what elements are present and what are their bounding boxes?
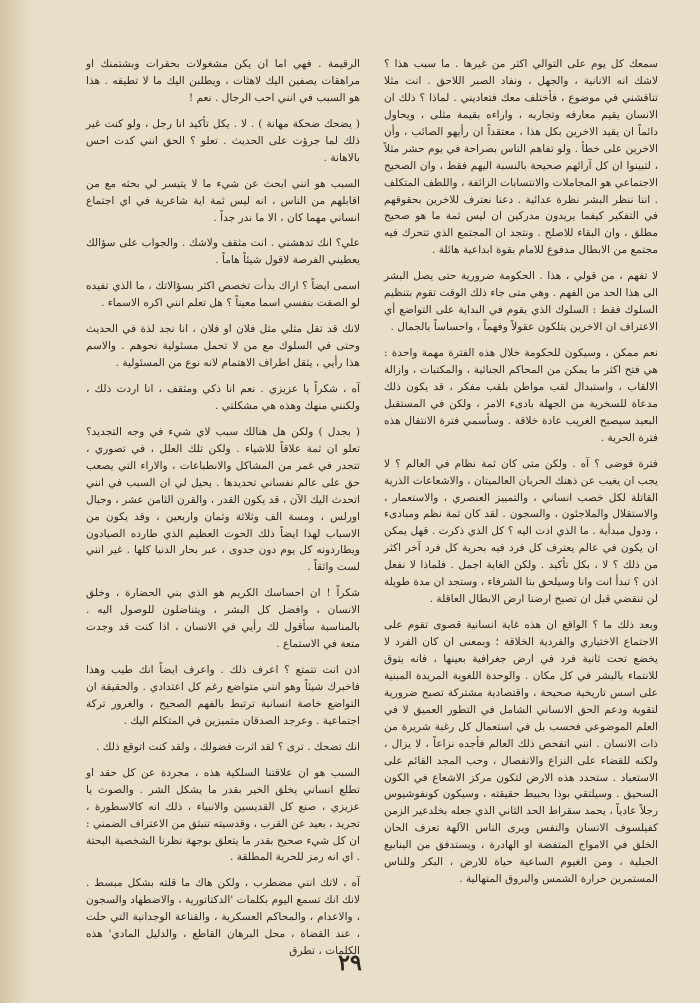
paragraph: آه ، لاتك انني مضطرب ، ولكن هاك ما قلته بشكل مبسط . لانك انك تسمع اليوم بكلمات 'الدكتاتورية ، والاضطهاد والسجون ، والاعدام ، والمحاكم العسكرية ، والقناعة الوجدانية التي حلت ، عند القضاة ، محل البرهان القاطع ، والدليل المادي' هذه الكلمات ، تطرق [85, 877, 360, 958]
paragraph: نعم ممكن ، وسيكون للحكومة خلال هذه الفترة مهمة واحدة : هي فتح اكثر ما يمكن من المحاكم الجنائية ، والمكتبات ، وازالة الالقاب ، واستبدال لقب مواطن بلقب مفكر ، قد يكون ذلك مدعاة للسخرية من الجهلة بادىء الامر ، ولكن في المستقبل البعيد سيصبح الغريب عادة خلاقة . وسأسمي فترة الانتقال هذه فترة الحرية . [384, 347, 658, 444]
paragraph: الرقيمة . فهي اما ان يكن مشغولات بحقرات وبشتمنك او مراهقات يصفين اليك لاهثات ، ويطلبن اليك ما لا تطيقه . هذا هو السبب في انني احب الرجال . نعم ! [86, 58, 360, 104]
paragraph: لانك قد تقل مثلي مثل فلان او فلان ، انا نجد لذة في الحديث وحتى في السلوك مع من لا تحمل مسئولية نحوهم . والاسم هذا رأيي ، يثقل اطراف الاهتمام لانه نوع من المسئولية . [86, 323, 360, 370]
paragraph: شكراً ! ان احساسك الكريم هو الذي بني الحضارة ، وخلق الانسان ، وافضل كل البشر ، ويتناضلون للوصول اليه . بالمناسبة سأقول لك رأيي في الانسان ، اذا كنت قد وجدت متعة في الاستماع . [86, 587, 360, 651]
text-columns [85, 56, 658, 958]
paragraph: سمعك كل يوم على التوالي اكثر من غيرها . ما سبب هذا ؟ لاشك انه الانانية ، والجهل ، ونفاد الصبر اللاحق . انت مثلا تناقشني في موضوع ، فأختلف معك فتعاديني . لماذا ؟ ذلك ان الانسان يقيم معارفه وتجاربه ، واراءه بقيمة مثلى ، ويحاول دائماً ان يقيد الاخرين بكل هذا ، معتقداً ان رأيهو الصائب ، وأن الاخرين على خطأ . ولو تفاهم الناس بصراحة في يوم حشر مثلاً ، لتبينوا ان كل آرائهم صحيحة بالنسبة اليهم فقط ، وان الصحيح الاجتماعي هو المجاملات والانتسابات الزائفة ، واللطف المتكلف . اننا ننظر البشر نظرة عدائية . دعنا نعترف للاخرين بحقوقهم في التفكير كيفما يريدون مدركين ان ليس ثمة ما هو صحيح مطلق ، وان البقاء للاصلح . ونتجد ان المجتمع الذي تتحرك فيه مجتمع من الابطال مدفوع للامام بقوة ابداعية هائلة . [384, 58, 658, 257]
paragraph: انك تضحك . ترى ؟ لقد اثرت فضولك ، ولقد كنت اتوقع ذلك . [96, 740, 360, 753]
paragraph: آه ، شكراً يا عزيزي . نعم انا ذكي ومثقف ، انا اردت ذلك ، ولكنني منهك وهذه هي مشكلتي . [86, 383, 360, 412]
paragraph: علي؟ انك تدهشني . انت مثقف ولاشك . والجواب على سؤالك يعطيني الفرصة لاقول شيئاً هاماً . [86, 237, 360, 267]
paragraph: السبب هو ان علاقتنا السلكية هذه ، مجردة عن كل حقد او تطلع انساني يخلق الخير بقدر ما يشكل الشر . والصوت يا عزيزي ، صنع كل القديسين والانبياء ، ذلك انه كالاسطورة ، تجريد ، بعيد عن القرب ، وقدسيته تنبثق من الاعتراف الضمني : ان كل شيء صحيح بقدر ما يتعلق بوجهة نظرنا الشخصية البحتة . اي انه رمز للحرية المطلقة . [86, 766, 360, 864]
paragraph: السبب هو انني ابحث عن شيء ما لا يتيسر لي بحثه مع من اقابلهم من الناس ، انه ليس ثمة اية شاعرية في اي اجتماع انساني مهما كان ، الا ما ندر جداً . [86, 177, 360, 224]
page-number: ٢٩ [338, 950, 362, 976]
paragraph: وبعد ذلك ما ؟ الواقع ان هذه غاية انسانية قصوى تقوم على الاجتماع الاختياري والفردية الخلاقة ؛ وبمعنى ان كان الفرد لا يخضع تحت ثانية فرد في ارض جغرافية بعينها ، فانه يتوق للانتماء بالبشر في كل مكان . والوحدة اللغوية المريدة المبنية على اسس تاريخية صحيحة ، واقتصادية مشتركة تصبح ضرورية لتقوية ودعم الحق الانساني الشامل في التطور العميق لا في العلم الموضوعي فحسب بل في استعمال كل رغبة شريرة من ذات الانسان . انني اتفحص ذلك العالم فأجده نزاعاً ، لا يزال ، ولكنه للقضاء على النزاع والانفصال ، وحب المجد القائم على الاستعباد . ستحدد هذه الارض لتكون مركز الاشعاع في الكون السحيق . وسيلتقي بوذا بحبيط حقيقته ، وسيكون كونفوشيوس رجلاً عادياً ، يحمد سقراط الحد الثاني الذي جعله بخلدعير الزمن كفيلسوف الانسان والنفس ويرى الناس الآلهة تعزف الحان الخلق في الامواج المتفضة او الهادرة ، ويستدفق من الينابيع الجبلية ، ومن الغيوم الساعية حياة للارض ، البكر وللناس المستمرين حرارة الشمس والبروق المتهالية . [384, 619, 658, 886]
left-column [384, 56, 658, 936]
paragraph: اذن انت تتمتع ؟ اعرف ذلك . واعرف ايضاً انك طيب وهذا فاخبرك شيئاً وهو انني متواضع رغم كل اعتدادي . والحقيقة ان التواضع خاصة انسانية ترتبط بالفهم الصحيح ، والغرور تركة اجتماعية . وعرجد الصدقان متميزين في المتكلم اليك . [86, 664, 360, 727]
paragraph: اسمى ايضاً ؟ اراك بدأت تخصص اكثر بسؤالاتك ، ما الذي تفيده لو الصقت بنفسي اسما معيناً ؟ هل تعلم انني اكره الاسماء . [86, 280, 360, 310]
paragraph: ( يضحك ضحكة مهانة ) . لا . يكل تأكيد انا رجل ، ولو كنت غير ذلك لما جرؤت على الحديث . تعلو ؟ الحق انني كدت احس بالاهانة . [86, 117, 360, 164]
paragraph: فترة فوضى ؟ آه . ولكن متى كان ثمة نظام في العالم ؟ لا يجب ان يغيب عن ذهنك الحربان العالميتان ، والاشعاعات الذرية القاتلة لكل خصب انساني ، والتمييز العنصري ، والاستعمار ، والاستقلال والملاجئون ، والسجون . لقد كان ثمة نظم ومبادىء ، ودول مبدأية . ما الذي ادت اليه ؟ كل الذي ذكرت . قهل يمكن ان يكون في عالم يعترف كل فرد فيه بحرية كل فرد آخر اكثر من ذلك ؟ لا ، بكل تأكيد . ولكن الغاية اجمل . فلماذا لا نفعل اذن ؟ تبدأ انت وانا وسيلحق بنا الشرفاء ، وستجد ان مدة طويلة لن تنقضي قبل ان تصبح ارضنا ارض الابطال العاقلة . [384, 457, 658, 606]
page-edge-shadow [0, 0, 30, 1003]
paragraph: لا تفهم ، من قولي ، هذا . الحكومة ضرورية حتى يصل البشر الى هذا الحد من الفهم . وهي متى جاء ذلك الوقت تقوم بتنظيم السلوك فقط : السلوك الذي يقوم في البداية على التواضع أي الاعتراف ان الاخرين يتلكون عقولاً وفهماً ، واحساساً بالجمال . [384, 270, 658, 334]
right-column [85, 56, 360, 958]
paragraph: ( بجدل ) ولكن هل هنالك سبب لاي شيء في وجه التجديد؟ تعلو ان ثمة علاقاً للاشياء . ولكن تلك العلل ، في تصوري ، تتجدر في غمر من المشاكل والانطباعات ، والاراء التي يصعب حق على عالم نفساني تحديدها . يحيل لي ان السبب في انني اتحدث اليك الآن ، قد يكون القدر ، والقرن الثامن عشر ، وجبال اورلس ، ومسة الف وثلاثة وثمان واربعين ، وقد يكون من الاسباب لهذا ايضاً ذلك الحوت العظيم الذي طارده الصيادون ويطاردونه كل يوم دون جدوى ، عبر بحار الدنيا كلها . غير انني لست واثقاً . [86, 425, 360, 574]
